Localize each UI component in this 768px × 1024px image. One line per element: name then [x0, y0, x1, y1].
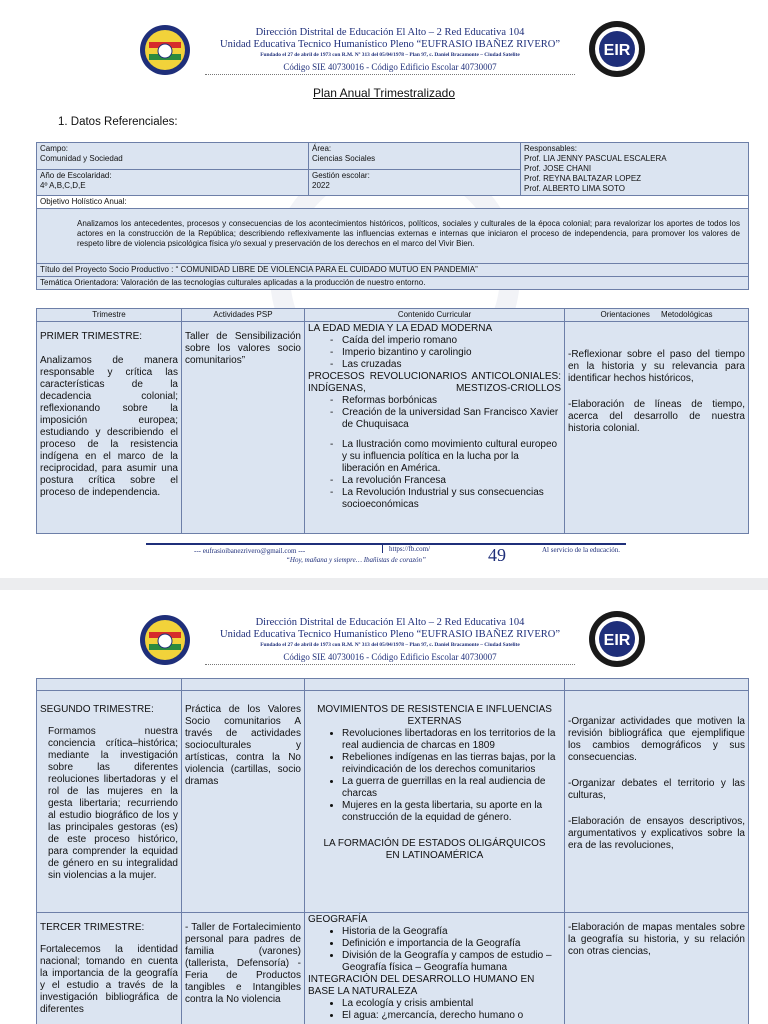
list-item: • División de la Geografía y campos de estudio – Geografía física – Geografía humana: [342, 950, 561, 974]
list-item: - Caída del imperio romano: [342, 335, 561, 347]
gestion-cell: Gestión escolar: 2022: [309, 169, 521, 196]
t2-trimestre-cell: [37, 691, 182, 913]
list-item: - La Ilustración como movimiento cultural europeo y su influencia política en la lucha por la liberación en América.: [342, 439, 561, 475]
eir-logo-text: EIR: [603, 632, 631, 649]
t1-trimestre-cell: [37, 322, 182, 534]
t1-c-head1: LA EDAD MEDIA Y LA EDAD MODERNA: [308, 323, 493, 334]
t2-contenido-cell: [305, 691, 565, 913]
t1-contenido-cell: [305, 322, 565, 534]
t1-orient1: -Reflexionar sobre el paso del tiempo en la historia y su relevancia para identificar hechos históricos,: [568, 349, 745, 384]
letterhead-line-2: Unidad Educativa Tecnico Humanístico Pleno “EUFRASIO IBAÑEZ RIVERO”: [220, 39, 560, 50]
list-item: • Revoluciones libertadoras en los territorios de la real audiencia de charcas en 1809: [342, 728, 561, 752]
list-item: • Mujeres en la gesta libertaria, su aporte en la construcción de la equidad de género.: [342, 800, 561, 824]
letterhead-line-1: Dirección Distrital de Educación El Alto – 2 Red Educativa 104: [255, 27, 525, 38]
plan-table-2: [36, 678, 749, 1024]
letterhead: [0, 20, 768, 80]
t3-c-head1: GEOGRAFÍA: [308, 914, 368, 925]
t3-psp: - Taller de Fortalecimiento personal para padres de familia (varones) (tallerista, Defensoría) - Feria de Productos tangibles e Intangibles contra la No violencia: [185, 922, 301, 1005]
t1-psp-cell: [182, 322, 305, 534]
t1-text: Analizamos de manera responsable y crítica las características de la decadencia colonial; reflexionando sobre la imposición europea; estudiando y describiendo el proceso de la resistencia indígena en el marco de la reciprocidad, para asumir una postura crítica sobre el proceso de independencia.: [40, 355, 178, 498]
list-item: • Definición e importancia de la Geografía: [342, 938, 561, 950]
list-item: - Creación de la universidad San Francisco Xavier de Chuquisaca: [342, 407, 561, 431]
t3-c-head2: INTEGRACIÓN DEL DESARROLLO HUMANO EN BASE LA NATURALEZA: [308, 974, 535, 997]
t3-orientaciones-cell: [565, 913, 749, 1024]
t3-text: Fortalecemos la identidad nacional; tomando en cuenta la importancia de la geografía y el estudio a través de la investigación bibliográfica de diferentes: [40, 944, 178, 1015]
col-header-psp: Actividades PSP: [182, 309, 305, 322]
t3-c-list1: [308, 926, 561, 974]
blank-header-cell: [565, 679, 749, 691]
list-item: - La revolución Francesa: [342, 475, 561, 487]
t2-orient1: -Organizar actividades que motiven la revisión bibliográfica que ejemplifique los cambios demográficos y sus consecuencias.: [568, 716, 745, 763]
t2-psp-cell: [182, 691, 305, 913]
eir-logo-text: EIR: [603, 42, 631, 59]
blank-header-cell: [182, 679, 305, 691]
t2-c-head1: MOVIMIENTOS DE RESISTENCIA E INFLUENCIAS EXTERNAS: [317, 704, 552, 727]
blank-header-cell: [37, 679, 182, 691]
page-footer: [146, 540, 626, 570]
footer-service: Al servicio de la educación.: [542, 546, 620, 554]
t1-name: PRIMER TRIMESTRE:: [40, 331, 143, 342]
referential-data-table: [36, 142, 749, 290]
list-item: • El agua: ¿mercancía, derecho humano o: [342, 1010, 561, 1022]
t1-c-list1: [308, 335, 561, 371]
t2-orient3: -Elaboración de ensayos descriptivos, argumentativos y explicativos sobre la era de las revoluciones,: [568, 816, 745, 851]
list-item: • La guerra de guerrillas en la real audiencia de charcas: [342, 776, 561, 800]
responsables-cell: Responsables: Prof. LIA JENNY PASCUAL ESCALERA Prof. JOSE CHANI Prof. REYNA BALTAZAR LOPEZ Prof. ALBERTO LIMA SOTO: [521, 143, 749, 196]
t1-orientaciones-cell: [565, 322, 749, 534]
col-header-trimestre: Trimestre: [37, 309, 182, 322]
school-crest-logo: [139, 614, 191, 666]
section-heading: 1. Datos Referenciales:: [58, 116, 178, 128]
campo-cell: Campo: Comunidad y Sociedad: [37, 143, 309, 170]
letterhead-line-3: Fundado el 27 de abril de 1973 con R.M. Nº 313 del 05/04/1978 – Plan 97, c. Daniel Bracamonte – Ciudad Satelite: [260, 52, 520, 58]
letterhead-line-4: Código SIE 40730016 - Código Edificio Escolar 40730007: [283, 652, 497, 662]
list-item: • Historia de la Geografía: [342, 926, 561, 938]
proyecto-title: Título del Proyecto Socio Productivo : “ COMUNIDAD LIBRE DE VIOLENCIA PARA EL CUIDADO MUTUO EN PANDEMIA”: [37, 264, 749, 277]
t3-contenido-cell: [305, 913, 565, 1024]
col-header-orientaciones: Orientaciones Metodológicas: [565, 309, 749, 322]
t3-c-list2: [308, 998, 561, 1022]
footer-anniversary: 49: [488, 545, 506, 565]
t2-psp: Práctica de los Valores Socio comunitarios A través de actividades socioculturales y artísticas, contra la No violencia (cartillas, socio dramas: [185, 704, 301, 787]
objetivo-label: Objetivo Holístico Anual:: [37, 196, 749, 209]
footer-url-link[interactable]: https://fb.com/: [382, 545, 430, 553]
letterhead: [0, 610, 768, 670]
letterhead-line-3: Fundado el 27 de abril de 1973 con R.M. Nº 313 del 05/04/1978 – Plan 97, c. Daniel Bracamonte – Ciudad Satelite: [260, 642, 520, 648]
list-item: - Reformas borbónicas: [342, 395, 561, 407]
footer-motto: “Hoy, mañana y siempre… Ibañistas de corazón”: [286, 556, 426, 564]
objetivo-text: Analizamos los antecedentes, procesos y consecuencias de los acontecimientos históricos, políticos, sociales y culturales de la época colonial; para revalorizar los aportes de todos los actores en la construcción de la República; describiendo reflexivamente las influencias externas e internas que iniciaron el proceso de independencia, para promover los valores de respeto libre de violencia psicológica física y/o sexual y preservación de los derechos en el marco del Vivir Bien.: [37, 209, 749, 264]
page-2: [0, 590, 768, 1024]
list-item: - La Revolución Industrial y sus consecuencias socioeconómicas: [342, 487, 561, 511]
t2-name: SEGUNDO TRIMESTRE:: [40, 704, 154, 715]
list-item: • Rebeliones indígenas en las tierras bajas, por la reivindicación de los derechos comunitarios: [342, 752, 561, 776]
list-item: - Imperio bizantino y carolingio: [342, 347, 561, 359]
t1-orient2: -Elaboración de líneas de tiempo, acerca del desarrollo de nuestra historia colonial.: [568, 399, 745, 434]
t2-c-list1: [308, 728, 561, 824]
t2-text: Formamos nuestra conciencia crítica–histórica; mediante la investigación sobre las diferentes reoluciones libertadoras y el rol de las mujeres en la gesta libertaria; recurriendo al estudio biográfico de los y las principales gestoras (es) de este proceso histórico, para comprender la equidad de género en su integralidad sin violencias a la mujer.: [48, 726, 178, 881]
blank-header-cell: [305, 679, 565, 691]
footer-email: --- eufrasioibanezrivero@gmail.com ---: [194, 547, 306, 555]
t1-c-list3: [308, 439, 561, 511]
eir-logo: [588, 20, 646, 78]
t2-orient2: -Organizar debates el territorio y las culturas,: [568, 778, 745, 801]
list-item: - Las cruzadas: [342, 359, 561, 371]
letterhead-line-2: Unidad Educativa Tecnico Humanístico Pleno “EUFRASIO IBAÑEZ RIVERO”: [220, 629, 560, 640]
letterhead-rule: [205, 74, 575, 75]
t3-orient1: -Elaboración de mapas mentales sobre la geografía su historia, y su relación con otras ciencias,: [568, 922, 745, 957]
school-crest-logo: [139, 24, 191, 76]
col-header-contenido: Contenido Curricular: [305, 309, 565, 322]
tematica: Temática Orientadora: Valoración de las tecnologías culturales aplicadas a la producción de nuestro entorno.: [37, 277, 749, 290]
letterhead-line-4: Código SIE 40730016 - Código Edificio Escolar 40730007: [283, 62, 497, 72]
t1-c-list2: [308, 395, 561, 431]
area-cell: Área: Ciencias Sociales: [309, 143, 521, 170]
t2-c-head2: LA FORMACIÓN DE ESTADOS OLIGÁRQUICOS EN LATINOAMÉRICA: [323, 838, 546, 861]
t1-psp: Taller de Sensibilización sobre los valores socio comunitarios”: [185, 331, 301, 366]
list-item: • La ecología y crisis ambiental: [342, 998, 561, 1010]
t3-name: TERCER TRIMESTRE:: [40, 922, 145, 933]
t1-c-head2: PROCESOS REVOLUCIONARIOS ANTICOLONIALES: INDÍGENAS, MESTIZOS-CRIOLLOS: [308, 371, 561, 394]
plan-table-1: [36, 308, 749, 534]
letterhead-rule: [205, 664, 575, 665]
letterhead-line-1: Dirección Distrital de Educación El Alto – 2 Red Educativa 104: [255, 617, 525, 628]
anio-cell: Año de Escolaridad: 4º A,B,C,D,E: [37, 169, 309, 196]
eir-logo: [588, 610, 646, 668]
t2-orientaciones-cell: [565, 691, 749, 913]
t3-trimestre-cell: [37, 913, 182, 1024]
page-title: Plan Anual Trimestralizado: [312, 86, 456, 100]
t3-psp-cell: [182, 913, 305, 1024]
